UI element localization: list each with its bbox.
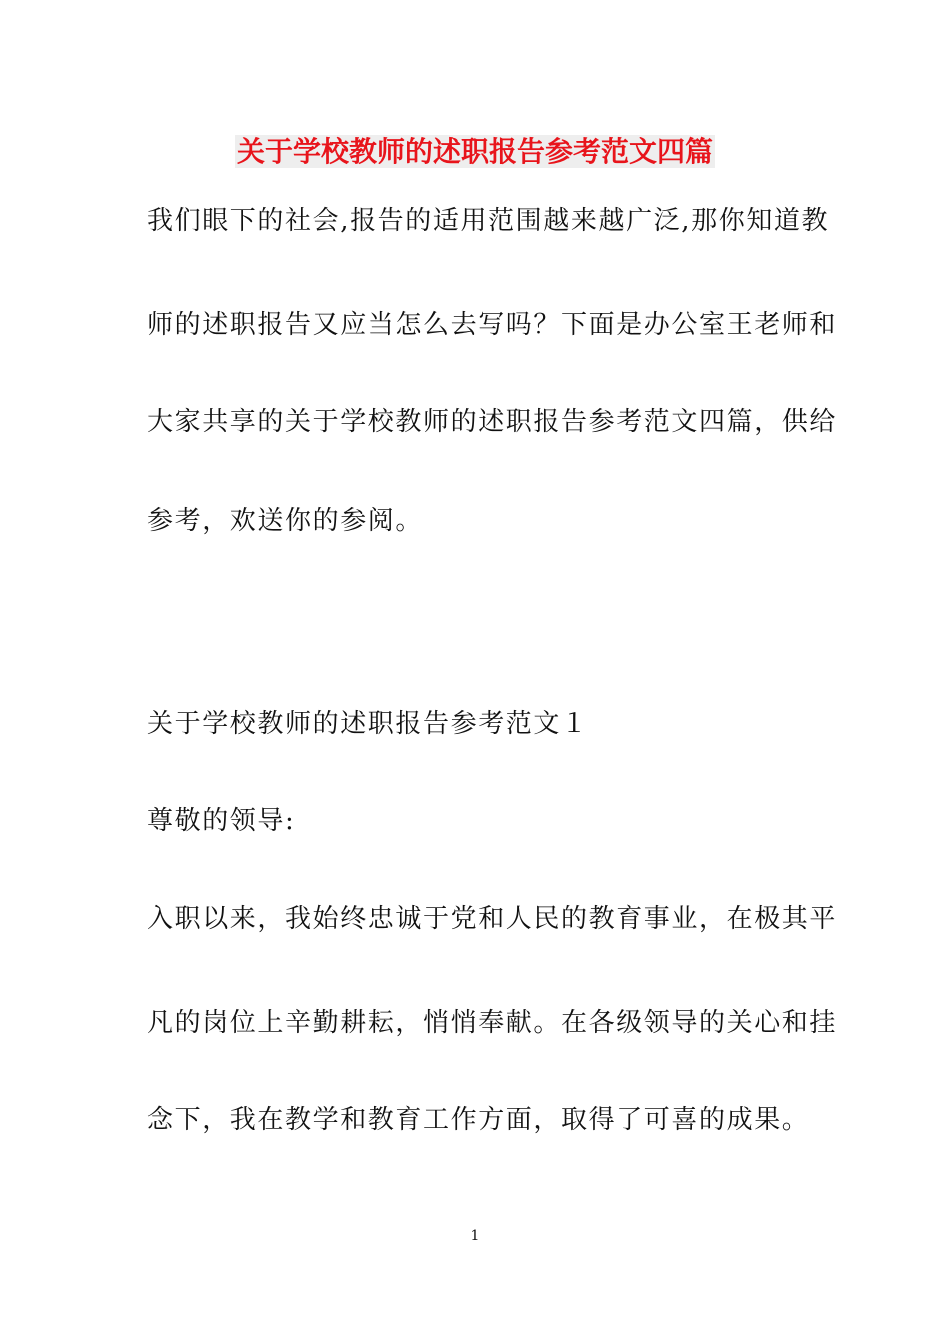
- intro-line-3: 大家共享的关于学校教师的述职报告参考范文四篇，供给: [147, 407, 838, 437]
- salutation: 尊敬的领导:: [147, 806, 296, 836]
- document-title-text: 关于学校教师的述职报告参考范文四篇: [236, 135, 713, 168]
- document-title: [0, 132, 950, 172]
- intro-line-1: 我们眼下的社会,报告的适用范围越来越广泛,那你知道教: [147, 206, 830, 236]
- intro-line-4: 参考，欢送你的参阅。: [147, 506, 424, 536]
- intro-line-2: 师的述职报告又应当怎么去写吗？下面是办公室王老师和: [147, 310, 838, 340]
- section-heading: 关于学校教师的述职报告参考范文１: [147, 709, 589, 739]
- body-line-2: 凡的岗位上辛勤耕耘，悄悄奉献。在各级领导的关心和挂: [147, 1008, 838, 1038]
- body-line-3: 念下，我在教学和教育工作方面，取得了可喜的成果。: [147, 1105, 810, 1135]
- page-number: 1: [470, 1228, 480, 1244]
- body-line-1: 入职以来，我始终忠诚于党和人民的教育事业，在极其平: [147, 904, 838, 934]
